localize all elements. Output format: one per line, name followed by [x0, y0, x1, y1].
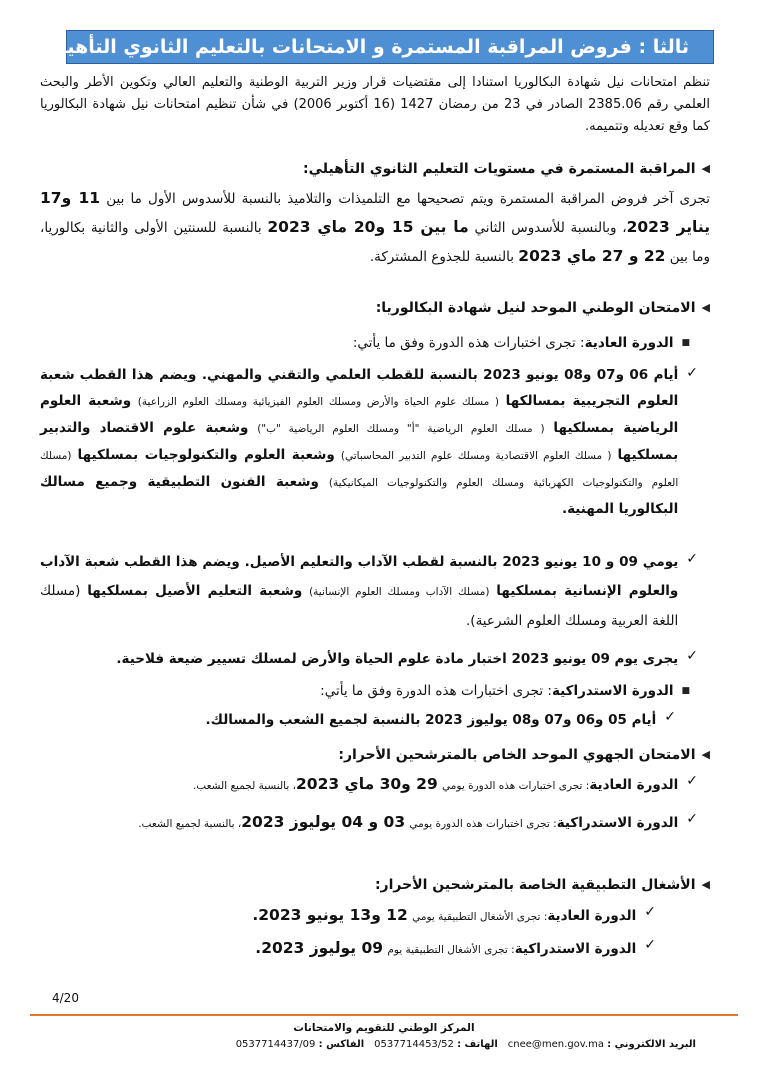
section4-heading: ◀ الأشغال التطبيقية الخاصة بالمترشحين الأحرار: [40, 874, 710, 896]
footer-divider [30, 1014, 738, 1016]
checkmark-icon: ✓ [686, 773, 698, 789]
footer-fax: الفاكس : 0537714437/09 [235, 1039, 365, 1050]
checkmark-icon: ✓ [686, 551, 698, 567]
section4-normal-session: ✓ الدورة العادية: تجرى الأشغال التطبيقية يومي 12 و13 يونيو 2023. [40, 901, 656, 932]
footer-organization: المركز الوطني للتقويم والامتحانات [293, 1022, 475, 1034]
section2-item-2: ✓ يومي 09 و 10 يونيو 2023 بالنسبة لقطب الآداب والتعليم الأصيل. ويضم هذا القطب شعبة الآداب والعلوم الإنسانية بمسلكيها (مسلك الآداب ومسلك العلوم الإنسانية) وشعبة التعليم الأصيل بمسلكيها (مسلك اللغة العربية ومسلك العلوم الشرعية). [40, 548, 698, 636]
checkmark-icon: ✓ [644, 904, 656, 920]
checkmark-icon: ✓ [686, 811, 698, 827]
section-title: ثالثا : فروض المراقبة المستمرة و الامتحانات بالتعليم الثانوي التأهيلي [40, 36, 689, 58]
footer-contacts [236, 1039, 696, 1050]
section2-normal-session: ■ الدورة العادية: تجرى اختبارات هذه الدورة وفق ما يأتي: [40, 332, 690, 354]
section4-catchup-session: ✓ الدورة الاستدراكية: تجرى الأشغال التطبيقية يوم 09 يوليوز 2023. [40, 934, 656, 965]
section3-catchup-session: ✓ الدورة الاستدراكية: تجرى اختبارات هذه الدورة يومي 03 و 04 يوليوز 2023، بالنسبة لجميع الشعب. [40, 808, 698, 839]
section2-item-3: ✓ يجرى يوم 09 يونيو 2023 اختبار مادة علوم الحياة والأرض لمسلك تسيير ضيعة فلاحية. [40, 645, 698, 674]
checkmark-icon: ✓ [686, 365, 698, 381]
triangle-bullet-icon: ◀ [701, 878, 710, 891]
triangle-bullet-icon: ◀ [701, 301, 710, 314]
intro-paragraph: تنظم امتحانات نيل شهادة البكالوريا استنادا إلى مقتضيات قرار وزير التربية الوطنية والتعليم العالي وتكوين الأطر والبحث العلمي رقم 2385.06 الصادر في 23 من رمضان 1427 (16 أكتوبر 2006) في شأن تنظيم امتحانات نيل شهادة البكالوريا كما وقع تعديله وتتميمه. [40, 75, 710, 134]
section2-heading: ◀ الامتحان الوطني الموحد لنيل شهادة البكالوريا: [40, 297, 710, 319]
section1-paragraph: تجرى آخر فروض المراقبة المستمرة ويتم تصحيحها مع التلميذات والتلاميذ بالنسبة للأسدوس الأول ما بين 11 و17 يناير 2023، وبالنسبة للأسدوس الثاني ما بين 15 و20 ماي 2023 بالنسبة للسنتين الأولى والثانية بكالوريا، وما بين 22 و 27 ماي 2023 بالنسبة للجذوع المشتركة. [40, 189, 711, 265]
section2-item-4: ✓ أيام 05 و06 و07 و08 يوليوز 2023 بالنسبة لجميع الشعب والمسالك. [40, 706, 676, 735]
checkmark-icon: ✓ [686, 648, 698, 664]
checkmark-icon: ✓ [664, 709, 676, 725]
section-title-bar [40, 30, 714, 64]
square-bullet-icon: ■ [681, 686, 690, 696]
section2-item-1: ✓ أيام 06 و07 و08 يونيو 2023 بالنسبة للقطب العلمي والتقني والمهني. ويضم هذا القطب شعبة العلوم التجريبية بمسالكها ( مسلك علوم الحياة والأرض ومسلك العلوم الفيزيائية ومسلك العلوم الزراعية) وشعبة العلوم الرياضية بمسلكيها ( مسلك العلوم الرياضية "أ" ومسلك العلوم الرياضية "ب") وشعبة علوم الاقتصاد والتدبير بمسلكيها ( مسلك العلوم الاقتصادية ومسلك علوم التدبير المحاسباتي) وشعبة العلوم والتكنولوجيات بمسلكيها (مسلك العلوم والتكنولوجيات الكهربائية ومسلك العلوم والتكنولوجيات الميكانيكية) وشعبة الفنون التطبيقية وجميع مسالك البكالوريا المهنية. [40, 362, 698, 522]
section3-heading: ◀ الامتحان الجهوي الموحد الخاص بالمترشحين الأحرار: [40, 744, 710, 766]
section2-catchup-session: ■ الدورة الاستدراكية: تجرى اختبارات هذه الدورة وفق ما يأتي: [40, 680, 690, 702]
triangle-bullet-icon: ◀ [701, 162, 710, 175]
section3-normal-session: ✓ الدورة العادية: تجرى اختبارات هذه الدورة يومي 29 و30 ماي 2023، بالنسبة لجميع الشعب. [40, 770, 698, 801]
section1-heading: ◀ المراقبة المستمرة في مستويات التعليم الثانوي التأهيلي: [40, 158, 710, 180]
page-number: 4/20 [52, 991, 79, 1005]
footer-phone: الهاتف : 0537714453/52 [374, 1039, 498, 1050]
checkmark-icon: ✓ [644, 937, 656, 953]
square-bullet-icon: ■ [681, 338, 690, 348]
triangle-bullet-icon: ◀ [701, 748, 710, 761]
footer-email: البريد الالكتروني : cnee@men.gov.ma [507, 1039, 696, 1050]
